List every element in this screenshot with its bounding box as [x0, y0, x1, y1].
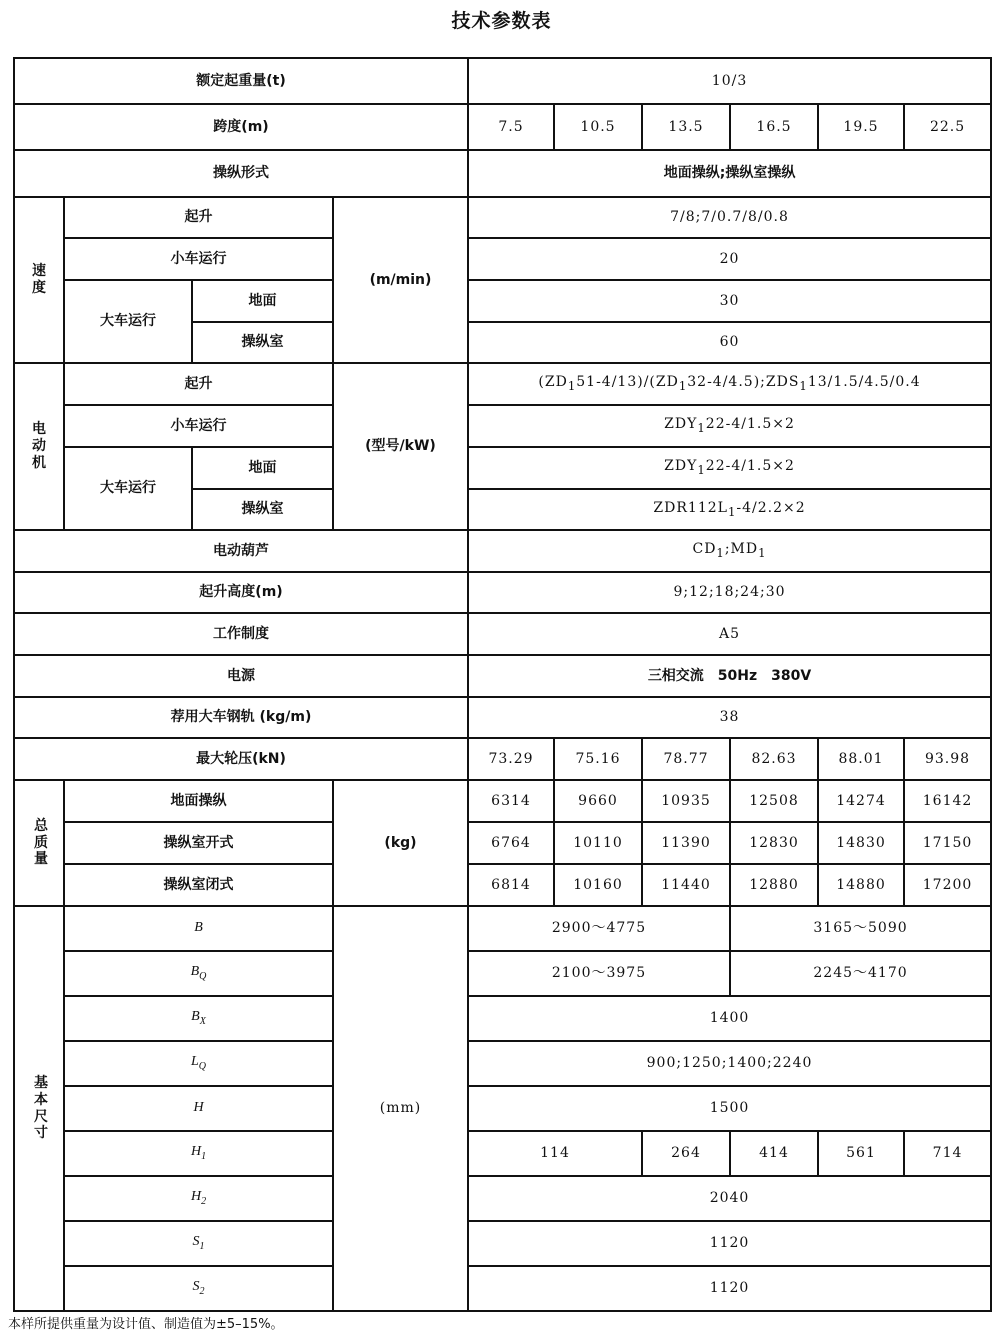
row-dim-H1: [14, 1131, 991, 1176]
row-span: [14, 104, 991, 150]
footnote: 本样所提供重量为设计值、制造值为±5–15%。: [8, 1317, 284, 1332]
mass-row-label: 操纵室闭式: [64, 864, 333, 906]
motor-ground-label: 地面: [192, 447, 333, 489]
lift-height-label: 起升高度(m): [14, 572, 468, 613]
mass-value: 12880: [730, 864, 818, 906]
row-hoist: [14, 530, 991, 572]
mass-value: 16142: [904, 780, 991, 822]
dim-value: 1120: [468, 1266, 991, 1311]
power-value: 三相交流 50Hz 380V: [468, 655, 991, 697]
dim-value: 2040: [468, 1176, 991, 1221]
span-value: 19.5: [818, 104, 904, 150]
dim-symbol: $S_2$: [64, 1266, 333, 1311]
hoist-label: 电动葫芦: [14, 530, 468, 572]
mass-value: 14274: [818, 780, 904, 822]
mass-unit: (kg): [333, 780, 468, 906]
control-mode-value: 地面操纵;操纵室操纵: [468, 150, 991, 197]
dimensions-unit: (mm): [333, 906, 468, 1311]
mass-group-label: 总质量: [14, 780, 64, 906]
rail-label: 荐用大车钢轨 (kg/m): [14, 697, 468, 738]
row-dim-B: [14, 906, 991, 951]
mass-value: 12830: [730, 822, 818, 864]
dim-symbol: $S_1$: [64, 1221, 333, 1266]
row-control-mode: [14, 150, 991, 197]
motor-group-label: 电动机: [14, 363, 64, 530]
motor-hoist-value: $(ZD_151-4/13)/(ZD_132-4/4.5);ZDS_113/1.5/4.5/0.4$: [468, 363, 991, 405]
dim-value: 2100～3975: [468, 951, 730, 996]
mass-value: 10160: [554, 864, 642, 906]
dim-symbol: B: [64, 906, 333, 951]
row-motor-hoist: [14, 363, 991, 405]
dim-value: 900;1250;1400;2240: [468, 1041, 991, 1086]
mass-row-label: 操纵室开式: [64, 822, 333, 864]
row-rail: [14, 697, 991, 738]
wheel-load-label: 最大轮压(kN): [14, 738, 468, 780]
mass-row-label: 地面操纵: [64, 780, 333, 822]
motor-hoist-label: 起升: [64, 363, 333, 405]
dim-symbol: $L_Q$: [64, 1041, 333, 1086]
row-speed-crane-ground: [14, 280, 991, 322]
rail-value: 38: [468, 697, 991, 738]
row-dim-LQ: [14, 1041, 991, 1086]
span-value: 13.5: [642, 104, 730, 150]
speed-hoist-label: 起升: [64, 197, 333, 238]
mass-value: 6764: [468, 822, 554, 864]
span-label: 跨度(m): [14, 104, 468, 150]
row-dim-S2: [14, 1266, 991, 1311]
mass-value: 11390: [642, 822, 730, 864]
dim-value: 561: [818, 1131, 904, 1176]
speed-trolley-value: 20: [468, 238, 991, 280]
row-dim-S1: [14, 1221, 991, 1266]
row-lift-height: [14, 572, 991, 613]
lift-height-value: 9;12;18;24;30: [468, 572, 991, 613]
mass-value: 14830: [818, 822, 904, 864]
dim-value: 414: [730, 1131, 818, 1176]
dim-symbol: $H_1$: [64, 1131, 333, 1176]
row-motor-crane-ground: [14, 447, 991, 489]
speed-trolley-label: 小车运行: [64, 238, 333, 280]
dim-value: 264: [642, 1131, 730, 1176]
row-speed-hoist: [14, 197, 991, 238]
mass-value: 11440: [642, 864, 730, 906]
dim-symbol: H: [64, 1086, 333, 1131]
hoist-value: $CD_1;MD_1$: [468, 530, 991, 572]
row-mass-cab-open: [14, 822, 991, 864]
wheel-load-value: 73.29: [468, 738, 554, 780]
row-wheel-load: [14, 738, 991, 780]
wheel-load-value: 75.16: [554, 738, 642, 780]
speed-ground-label: 地面: [192, 280, 333, 322]
dim-value: 1500: [468, 1086, 991, 1131]
mass-value: 6314: [468, 780, 554, 822]
wheel-load-value: 88.01: [818, 738, 904, 780]
motor-cab-value: $ZDR112L_1-4/2.2\times 2$: [468, 489, 991, 530]
speed-ground-value: 30: [468, 280, 991, 322]
motor-crane-label: 大车运行: [64, 447, 192, 530]
row-dim-BQ: [14, 951, 991, 996]
dim-symbol: $B_X$: [64, 996, 333, 1041]
span-value: 16.5: [730, 104, 818, 150]
span-value: 10.5: [554, 104, 642, 150]
motor-trolley-label: 小车运行: [64, 405, 333, 447]
dim-value: 2245～4170: [730, 951, 991, 996]
row-mass-ground: [14, 780, 991, 822]
page-title: 技术参数表: [451, 10, 552, 32]
dimensions-group-label: 基本尺寸: [14, 906, 64, 1311]
dim-value: 714: [904, 1131, 991, 1176]
row-speed-trolley: [14, 238, 991, 280]
wheel-load-value: 82.63: [730, 738, 818, 780]
dim-value: 114: [468, 1131, 642, 1176]
dim-value: 2900～4775: [468, 906, 730, 951]
motor-unit: (型号/kW): [333, 363, 468, 530]
speed-crane-label: 大车运行: [64, 280, 192, 363]
span-value: 7.5: [468, 104, 554, 150]
mass-value: 9660: [554, 780, 642, 822]
wheel-load-value: 78.77: [642, 738, 730, 780]
motor-trolley-value: $ZDY_122-4/1.5\times 2$: [468, 405, 991, 447]
row-motor-trolley: [14, 405, 991, 447]
dim-symbol: $H_2$: [64, 1176, 333, 1221]
mass-value: 6814: [468, 864, 554, 906]
spec-table: [13, 57, 992, 1312]
mass-value: 14880: [818, 864, 904, 906]
dim-value: 1400: [468, 996, 991, 1041]
mass-value: 10935: [642, 780, 730, 822]
span-value: 22.5: [904, 104, 991, 150]
mass-value: 17200: [904, 864, 991, 906]
row-mass-cab-closed: [14, 864, 991, 906]
motor-ground-value: $ZDY_122-4/1.5\times 2$: [468, 447, 991, 489]
power-label: 电源: [14, 655, 468, 697]
speed-cab-label: 操纵室: [192, 322, 333, 363]
dim-symbol: $B_Q$: [64, 951, 333, 996]
duty-value: A5: [468, 613, 991, 655]
row-dim-H: [14, 1086, 991, 1131]
mass-value: 10110: [554, 822, 642, 864]
motor-cab-label: 操纵室: [192, 489, 333, 530]
row-dim-H2: [14, 1176, 991, 1221]
wheel-load-value: 93.98: [904, 738, 991, 780]
rated-load-label: 额定起重量(t): [14, 58, 468, 104]
rated-load-value: 10/3: [468, 58, 991, 104]
dim-value: 3165～5090: [730, 906, 991, 951]
duty-label: 工作制度: [14, 613, 468, 655]
row-power: [14, 655, 991, 697]
row-duty: [14, 613, 991, 655]
row-dim-BX: [14, 996, 991, 1041]
row-rated-load: [14, 58, 991, 104]
mass-value: 17150: [904, 822, 991, 864]
speed-group-label: 速度: [14, 197, 64, 363]
speed-hoist-value: 7/8;7/0.7/8/0.8: [468, 197, 991, 238]
dim-value: 1120: [468, 1221, 991, 1266]
speed-cab-value: 60: [468, 322, 991, 363]
control-mode-label: 操纵形式: [14, 150, 468, 197]
mass-value: 12508: [730, 780, 818, 822]
speed-unit: (m/min): [333, 197, 468, 363]
